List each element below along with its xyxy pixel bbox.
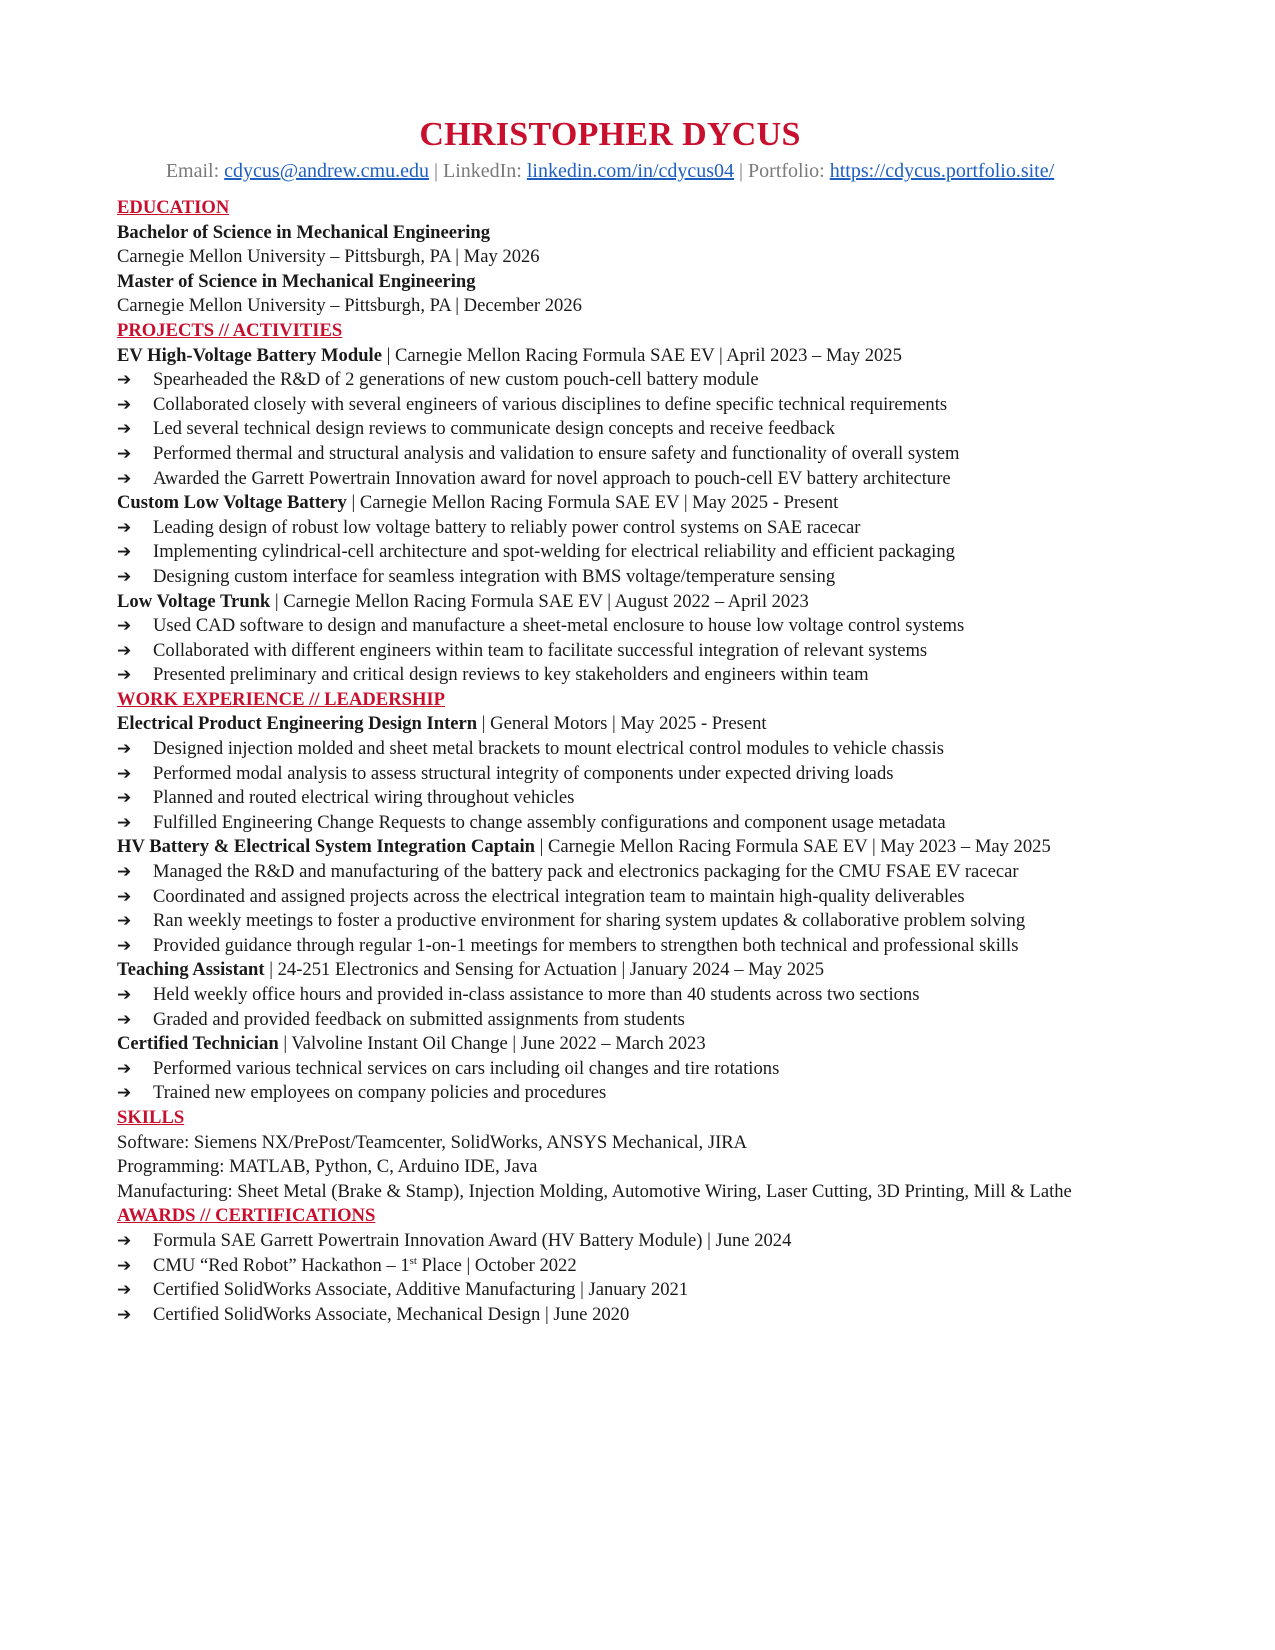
- bullet-item: [117, 885, 1177, 910]
- arrow-bullet-icon: ➔: [117, 517, 132, 538]
- bullet-item: [117, 1008, 1177, 1033]
- ordinal-superscript: st: [409, 1254, 417, 1267]
- entry-title: HV Battery & Electrical System Integration Captain: [117, 836, 535, 858]
- detail-line: Manufacturing: Sheet Metal (Brake & Stamp), Injection Molding, Automotive Wiring, Laser Cutting, 3D Printing, Mill & Lathe: [117, 1180, 1072, 1202]
- section-heading: [117, 688, 1177, 713]
- bullet-text: Designing custom interface for seamless integration with BMS voltage/temperature sensing: [153, 565, 836, 587]
- bullet-item: [117, 737, 1177, 762]
- entry-title-line: [117, 712, 1177, 737]
- arrow-bullet-icon: ➔: [117, 1058, 132, 1079]
- arrow-bullet-icon: ➔: [117, 419, 132, 440]
- bullet-item: [117, 1081, 1177, 1106]
- bullet-item: [117, 442, 1177, 467]
- bullet-text: Implementing cylindrical-cell architecture and spot-welding for electrical reliability and efficient packaging: [153, 541, 955, 563]
- bullet-item: [117, 1229, 1177, 1254]
- arrow-bullet-icon: ➔: [117, 1304, 132, 1325]
- bullet-text: Trained new employees on company policies and procedures: [153, 1082, 607, 1104]
- bullet-text: Managed the R&D and manufacturing of the battery pack and electronics packaging for the CMU FSAE EV racecar: [153, 861, 1019, 883]
- bullet-text: Provided guidance through regular 1-on-1 meetings for members to strengthen both technical and professional skills: [153, 934, 1019, 956]
- entry-detail: | Carnegie Mellon Racing Formula SAE EV | May 2023 – May 2025: [534, 836, 1051, 858]
- bullet-text: Presented preliminary and critical design reviews to key stakeholders and engineers within team: [153, 664, 869, 686]
- section-heading-text: SKILLS: [117, 1106, 185, 1128]
- arrow-bullet-icon: ➔: [117, 935, 132, 956]
- bullet-text: Performed various technical services on cars including oil changes and tire rotations: [153, 1057, 780, 1079]
- bullet-text: Coordinated and assigned projects across the electrical integration team to maintain high-quality deliverables: [153, 885, 965, 907]
- bullet-item: [117, 1303, 1177, 1328]
- bullet-text: Led several technical design reviews to communicate design concepts and receive feedback: [153, 418, 835, 440]
- bullet-text: Designed injection molded and sheet metal brackets to mount electrical control modules to vehicle chassis: [153, 738, 945, 760]
- bullet-text: Certified SolidWorks Associate, Mechanical Design | June 2020: [153, 1303, 630, 1325]
- arrow-bullet-icon: ➔: [117, 443, 132, 464]
- entry-detail: | Carnegie Mellon Racing Formula SAE EV | April 2023 – May 2025: [381, 344, 902, 366]
- arrow-bullet-icon: ➔: [117, 1280, 132, 1301]
- bullet-item: [117, 811, 1177, 836]
- entry-title: Master of Science in Mechanical Engineering: [117, 270, 476, 292]
- entry-detail: | Carnegie Mellon Racing Formula SAE EV | August 2022 – April 2023: [270, 590, 809, 612]
- arrow-bullet-icon: ➔: [117, 468, 132, 489]
- bullet-item: [117, 762, 1177, 787]
- entry-title-line: [117, 958, 1177, 983]
- bullet-text: Certified SolidWorks Associate, Additive Manufacturing | January 2021: [153, 1279, 689, 1301]
- arrow-bullet-icon: ➔: [117, 1009, 132, 1030]
- entry-title: Teaching Assistant: [117, 959, 265, 981]
- arrow-bullet-icon: ➔: [117, 911, 132, 932]
- arrow-bullet-icon: ➔: [117, 862, 132, 883]
- candidate-name: CHRISTOPHER DYCUS: [419, 116, 801, 153]
- bullet-text: Place | October 2022: [417, 1254, 577, 1276]
- entry-title: Certified Technician: [117, 1033, 279, 1055]
- bullet-item: [117, 516, 1177, 541]
- detail-line: Software: Siemens NX/PrePost/Teamcenter, SolidWorks, ANSYS Mechanical, JIRA: [117, 1131, 748, 1153]
- arrow-bullet-icon: ➔: [117, 542, 132, 563]
- detail-line: Programming: MATLAB, Python, C, Arduino IDE, Java: [117, 1156, 538, 1178]
- linkedin-label: | LinkedIn:: [433, 160, 527, 182]
- entry-title-line: [117, 491, 1177, 516]
- arrow-bullet-icon: ➔: [117, 370, 132, 391]
- linkedin-link[interactable]: linkedin.com/in/cdycus04: [526, 160, 735, 182]
- bullet-item: [117, 614, 1177, 639]
- entry-title: Electrical Product Engineering Design Intern: [117, 713, 478, 735]
- entry-title-line: [117, 1032, 1177, 1057]
- bullet-item: [117, 368, 1177, 393]
- entry-title: Bachelor of Science in Mechanical Engineering: [117, 221, 491, 243]
- arrow-bullet-icon: ➔: [117, 1083, 132, 1104]
- resume-body: [117, 196, 1177, 1327]
- bullet-text: Ran weekly meetings to foster a productive environment for sharing system updates & collaborative problem solving: [153, 910, 1026, 932]
- arrow-bullet-icon: ➔: [117, 566, 132, 587]
- section-heading-text: EDUCATION: [117, 197, 230, 218]
- bullet-item: [117, 1057, 1177, 1082]
- detail-line: Carnegie Mellon University – Pittsburgh, PA | May 2026: [117, 246, 540, 268]
- arrow-bullet-icon: ➔: [117, 640, 132, 661]
- entry-title: EV High-Voltage Battery Module: [117, 344, 382, 366]
- bullet-text: Leading design of robust low voltage battery to reliably power control systems on SAE racecar: [153, 516, 861, 538]
- entry-title-line: [117, 590, 1177, 615]
- bullet-item: [117, 663, 1177, 688]
- bullet-text: Collaborated closely with several engineers of various disciplines to define specific technical requirements: [153, 393, 948, 415]
- bullet-item: [117, 565, 1177, 590]
- email-label: Email:: [165, 160, 225, 182]
- bullet-item: [117, 860, 1177, 885]
- entry-detail: | Carnegie Mellon Racing Formula SAE EV | May 2025 - Present: [346, 492, 839, 514]
- bullet-text: Graded and provided feedback on submitted assignments from students: [153, 1008, 685, 1030]
- entry-detail: | Valvoline Instant Oil Change | June 2022 – March 2023: [278, 1033, 706, 1055]
- arrow-bullet-icon: ➔: [117, 788, 132, 809]
- bullet-text: Used CAD software to design and manufacture a sheet-metal enclosure to house low voltage control systems: [153, 615, 965, 637]
- entry-detail: | General Motors | May 2025 - Present: [477, 713, 767, 735]
- portfolio-link[interactable]: https://cdycus.portfolio.site/: [829, 160, 1055, 182]
- bullet-item: [117, 934, 1177, 959]
- section-heading: [117, 1106, 1177, 1131]
- arrow-bullet-icon: ➔: [117, 812, 132, 833]
- bullet-text: Held weekly office hours and provided in-class assistance to more than 40 students across two sections: [153, 984, 920, 1005]
- detail-line: Carnegie Mellon University – Pittsburgh, PA | December 2026: [117, 295, 582, 317]
- section-heading-text: WORK EXPERIENCE // LEADERSHIP: [117, 688, 446, 710]
- bullet-item: [117, 786, 1177, 811]
- contact-line: [0, 160, 1220, 183]
- entry-title-line: [117, 270, 1177, 295]
- section-heading: [117, 196, 1177, 221]
- arrow-bullet-icon: ➔: [117, 1255, 132, 1276]
- bullet-item: [117, 639, 1177, 664]
- section-heading-text: PROJECTS // ACTIVITIES: [117, 319, 343, 341]
- entry-detail: | 24-251 Electronics and Sensing for Actuation | January 2024 – May 2025: [264, 959, 825, 981]
- entry-title: Custom Low Voltage Battery: [117, 492, 347, 514]
- bullet-item: [117, 417, 1177, 442]
- arrow-bullet-icon: ➔: [117, 886, 132, 907]
- portfolio-label: | Portfolio:: [739, 160, 830, 182]
- bullet-text: Awarded the Garrett Powertrain Innovation award for novel approach to pouch-cell EV battery architecture: [153, 467, 951, 489]
- arrow-bullet-icon: ➔: [117, 763, 132, 784]
- bullet-text: Performed modal analysis to assess structural integrity of components under expected driving loads: [153, 762, 894, 784]
- section-heading: [117, 319, 1177, 344]
- bullet-text: Spearheaded the R&D of 2 generations of new custom pouch-cell battery module: [153, 369, 759, 391]
- bullet-item: [117, 1278, 1177, 1303]
- bullet-text: Fulfilled Engineering Change Requests to change assembly configurations and component usage metadata: [153, 811, 946, 833]
- entry-title: Low Voltage Trunk: [117, 590, 271, 612]
- bullet-item: [117, 909, 1177, 934]
- arrow-bullet-icon: ➔: [117, 394, 132, 415]
- bullet-text: CMU “Red Robot” Hackathon – 1: [153, 1254, 410, 1276]
- arrow-bullet-icon: ➔: [117, 665, 132, 686]
- entry-title-line: [117, 221, 1177, 246]
- entry-title-line: [117, 835, 1177, 860]
- arrow-bullet-icon: ➔: [117, 616, 132, 637]
- entry-title-line: [117, 344, 1177, 369]
- bullet-text: Collaborated with different engineers within team to facilitate successful integration of relevant systems: [153, 639, 928, 661]
- arrow-bullet-icon: ➔: [117, 739, 132, 760]
- bullet-item: [117, 540, 1177, 565]
- bullet-item: [117, 983, 1177, 1008]
- bullet-text: Planned and routed electrical wiring throughout vehicles: [153, 787, 575, 809]
- bullet-text: Performed thermal and structural analysis and validation to ensure safety and functionality of overall system: [153, 442, 960, 464]
- bullet-item: [117, 1254, 1177, 1279]
- arrow-bullet-icon: ➔: [117, 1230, 132, 1251]
- arrow-bullet-icon: ➔: [117, 985, 132, 1005]
- bullet-text: Formula SAE Garrett Powertrain Innovation Award (HV Battery Module) | June 2024: [153, 1229, 792, 1251]
- section-heading-text: AWARDS // CERTIFICATIONS: [117, 1205, 376, 1227]
- bullet-item: [117, 393, 1177, 418]
- email-link[interactable]: cdycus@andrew.cmu.edu: [224, 160, 429, 182]
- section-heading: [117, 1204, 1177, 1229]
- bullet-item: [117, 467, 1177, 492]
